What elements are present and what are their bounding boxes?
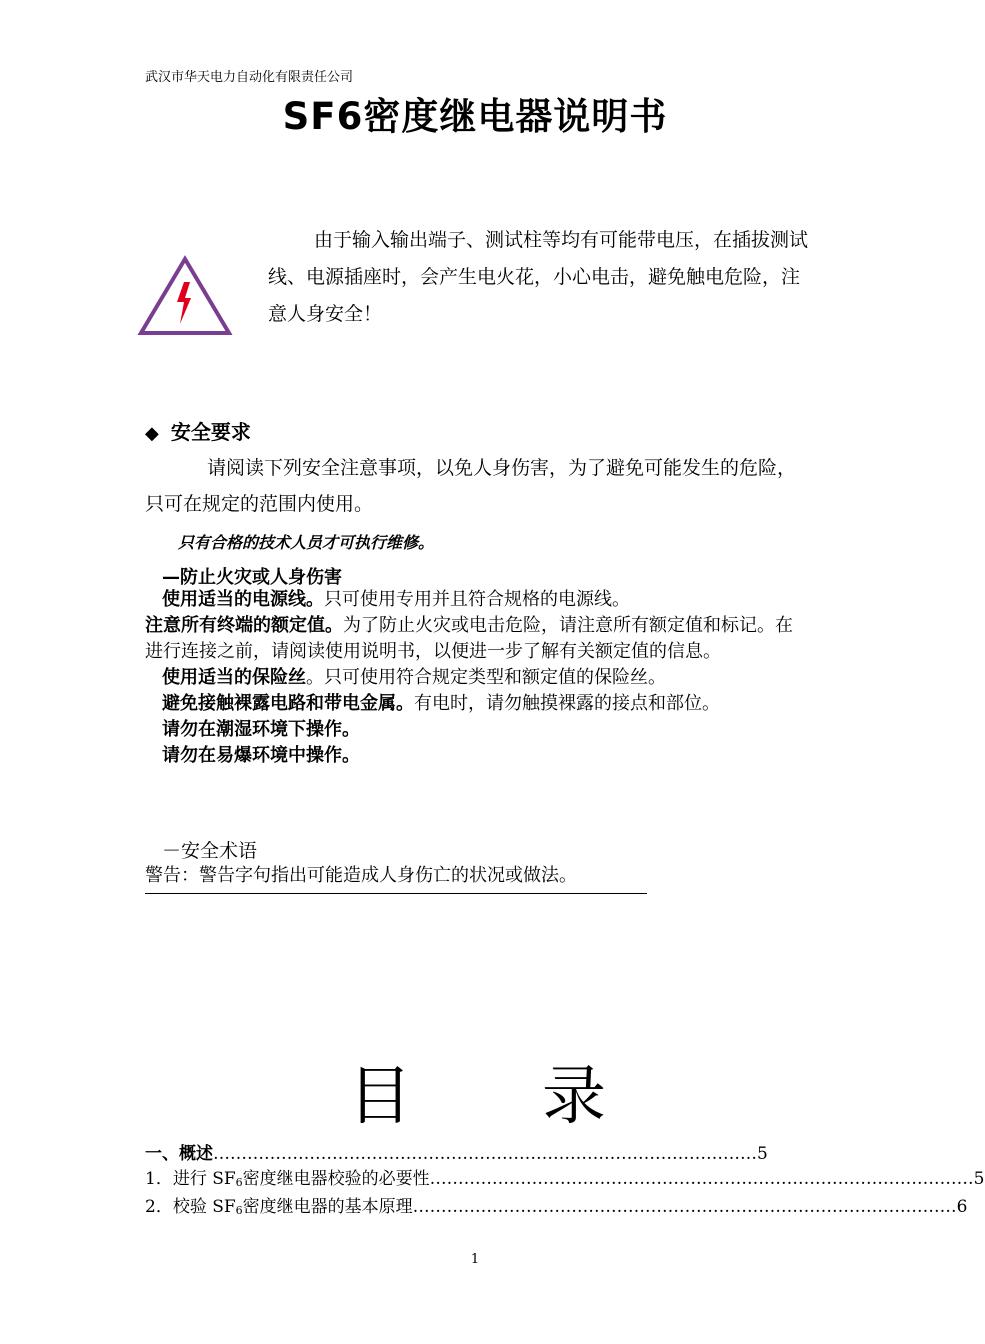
rule-bold: 使用适当的电源线。: [162, 589, 324, 610]
rule-item: [145, 613, 810, 665]
maintenance-note: 只有合格的技术人员才可执行维修。: [178, 533, 435, 552]
toc-entry[interactable]: [145, 1142, 768, 1167]
lightning-bolt: [177, 282, 191, 324]
rule-item: [145, 717, 810, 743]
toc-label: 一、概述: [145, 1144, 213, 1164]
toc-title-left: 目: [348, 1060, 412, 1134]
table-of-contents: [145, 1142, 985, 1223]
safety-heading-label: 安全要求: [170, 420, 251, 444]
toc-label: 1．进行 $SF_6$密度继电器校验的必要性: [145, 1169, 430, 1189]
toc-title-right: 录: [542, 1060, 606, 1134]
rule-bold: 使用适当的保险丝: [162, 667, 306, 688]
rule-item: [145, 743, 810, 769]
high-voltage-warning-icon: [138, 256, 232, 336]
toc-entry[interactable]: [145, 1167, 985, 1195]
fire-prevention-heading: —防止火灾或人身伤害: [162, 567, 342, 588]
toc-page: 5: [757, 1144, 768, 1164]
toc-page: 5: [973, 1169, 985, 1189]
rule-bold: 请勿在潮湿环境下操作。: [162, 719, 360, 740]
rule-bold: 避免接触裸露电路和带电金属。: [162, 693, 414, 714]
rule-text: 有电时，请勿触摸裸露的接点和部位。: [414, 693, 720, 714]
rule-bold: 注意所有终端的额定值。: [145, 615, 343, 636]
rule-text: 只可使用专用并且符合规格的电源线。: [324, 589, 630, 610]
safety-terms-text: 警告：警告字句指出可能造成人身伤亡的状况或做法。: [145, 865, 577, 886]
toc-entry[interactable]: [145, 1195, 968, 1223]
toc-title: [348, 1045, 606, 1137]
toc-page: 6: [956, 1197, 968, 1217]
toc-leader: ……………………………………………………………………………………: [213, 1144, 757, 1164]
toc-leader: ……………………………………………………………………………………: [412, 1197, 957, 1217]
rule-text: 为了防止火灾或电击危险，请注意所有额定值和标记。在进行连接之前，请阅读使用说明书，以便进一步了解有关额定值的信息。: [145, 615, 793, 662]
divider: [145, 893, 647, 894]
document-title: SF6密度继电器说明书: [282, 95, 668, 138]
safety-rules: [145, 587, 810, 769]
diamond-bullet-icon: ◆: [145, 423, 159, 444]
safety-intro: 请阅读下列安全注意事项，以免人身伤害，为了避免可能发生的危险，只可在规定的范围内使用。: [145, 457, 797, 515]
safety-terms-heading: －安全术语: [162, 840, 258, 862]
safety-heading: [145, 416, 251, 445]
rule-item: [145, 665, 810, 691]
rule-item: [145, 691, 810, 717]
company-header: 武汉市华天电力自动化有限责任公司: [145, 70, 354, 85]
rule-item: [145, 587, 810, 613]
page-number: 1: [470, 1252, 480, 1267]
toc-label: 2．校验 $SF_6$密度继电器的基本原理: [145, 1197, 413, 1217]
warning-text: 由于输入输出端子、测试柱等均有可能带电压，在插拔测试线、电源插座时，会产生电火花，小心电击，避免触电危险，注意人身安全！: [268, 229, 809, 325]
toc-leader: ……………………………………………………………………………………: [429, 1169, 974, 1189]
rule-bold: 请勿在易爆环境中操作。: [162, 745, 360, 766]
rule-text: 。只可使用符合规定类型和额定值的保险丝。: [306, 667, 666, 688]
